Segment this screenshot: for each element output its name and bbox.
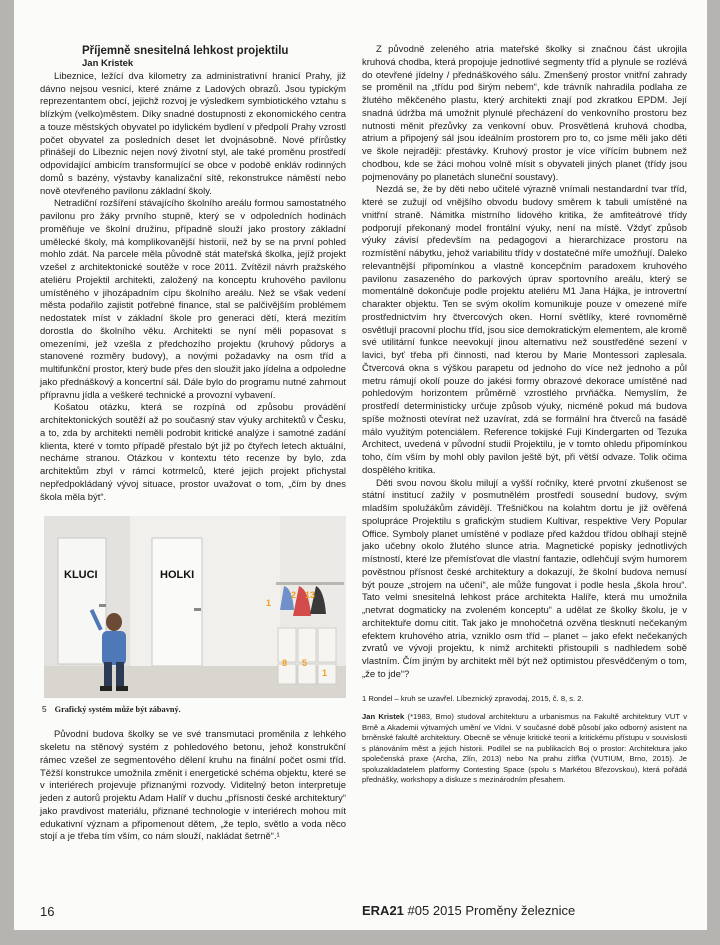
page-number: 16: [40, 904, 55, 919]
photo-number: 1: [266, 598, 272, 609]
article-title: Příjemně snesitelná lehkost projektilu: [82, 45, 289, 57]
paragraph: Původní budova školky se ve své transmutaci proměnila z lehkého skeletu na stěnový systém z pohledového betonu, jehož konstrukční rámec vzešel ze segmentového dělení kruhu na finální počet osmi tříd. Těžší konstrukce umožnila změnit i energetické schéma objektu, které se v interiérech projevuje přiznanými rozvody. Viditelný beton interpretuje jeden z autorů projektu Adam Halíř v duchu „přísnosti české architektury“ jako pravdivost materiálu, přiznané technologie v interiérech mohou mít edukativní význam a připomenout dětem, „že teplo, světlo a voda něco stojí a je třeba tím vším, co nám slouží, nakládat šetrně“.¹: [40, 729, 346, 843]
school-corridor-photo: [44, 516, 346, 698]
paragraph: Libeznice, ležící dva kilometry za administrativní hranicí Prahy, již dávno nejsou vesnicí, které známe z Ladových obrazů. Jsou typickým reprezentantem obcí, jejichž rozvoj je výsledkem symbiotického vztahu s blízkým (velko)městem. Díky snadné dostupnosti z ekonomického centra a touze městských obyvatel po idylickém bydlení v předpolí Prahy vzrostl počet obyvatel za posledních deset let dvojnásobně. Nové přírůstky přinášejí do Líbeznic nejen nový životní styl, ale také proměnu prostředí odpovídající ambicím transformující se obce v podobě enkláv rodinných domů s bazény, výstavby kanalizační sítě, rekonstrukce náměstí nebo nově otevřeného pavilonu základní školy.: [40, 70, 346, 197]
paragraph: Netradiční rozšíření stávajícího školního areálu formou samostatného pavilonu pro žáky prvního stupně, který se v odpoledních hodinách proměňuje ve školní družinu, případně slouží jako prostory základní umělecké školy, má komplikovanější historii, než by se na první pohled mohlo zdát. Na parcele měla původně stát mateřská školka, jejíž projekt vzešel z architektonické soutěže v roce 2011. Zvítězil návrh pražského ateliéru Projektil architekti, založený na konceptu kruhového pavilonu umístěného v jihozápadním cípu školního areálu. Než se však vedení města podařilo zajistit potřebné finance, stal se palčivějším problémem nedostatek míst v základní škole pro generaci dětí, která mezitím dorostla do školního věku. Architekti se nyní měli popasovat s omezeními, jež vzešla z předchozího projektu (kruhový půdorys a stanovené rozměry budovy), a novými požadavky na osm tříd a multifunkční prostor, který bude přes den sloužit jako jídelna a odpoledne jako přednáškový a koncertní sál. Dále bylo do programu nutné zahrnout přípravnu jídla a veškeré technické a provozní vybavení.: [40, 198, 346, 401]
photo-number: 13: [305, 590, 316, 601]
caption-number: 5: [42, 704, 47, 715]
door-sign-holki: HOLKI: [160, 569, 195, 582]
photo-illustration: [44, 516, 346, 698]
photo-caption: [42, 704, 346, 715]
magazine-name: ERA21: [362, 903, 404, 918]
door-sign-kluci: KLUCI: [64, 569, 98, 582]
bio-text: (*1983, Brno) studoval architekturu a urbanismus na Fakultě architektury VUT v Brně a Akademii výtvarných umění ve Vídni. V současné době působí jako odborný asistent na brněnské fakultě architektury. Obecně se věnuje kritické teorii a kritickému přístupu v souvislosti s plánováním měst a jejich historii. Podílel se na publikacích Boj o prostor: Architektura jako společenská praxe (Archa, Zlín, 2013) nebo Na prahu zítřka (VUTIUM, Brno, 2015). Je spoluzakladatelem platformy Contesting Space (spolu s Markétou Březovskou), která pořádá přednášky, workshopy a diskuze s mezinárodním přesahem.: [362, 712, 687, 784]
paragraph: Nezdá se, že by děti nebo učitelé výrazně vnímali nestandardní tvar tříd, které se zužují od vnějšího obvodu budovy směrem k tabuli umístěné na vnitřní straně. Námitka mistrního lidového kritika, že amfiteátrové třídy podporují překonaný model frontální výuky, není na místě. Vždyť způsob výuky závisí především na pedagogovi a hierarchizace prostoru na rozmístění nábytku, jehož variabilitu třídy v dostatečné míře umožňují. Daleko relevantnější připomínkou a vlastně koncepčním paradoxem kruhového pavilonu zasazeného do parkových úprav sportovního areálu, který se momentálně dokončuje podle projektu ateliéru M1 Jana Hájka, je introvertní charakter objektu. Ten se svým okolím komunikuje pouze v omezené míře prostřednictvím hry čtvercových oken. Horní světlíky, které rovnoměrně osvětlují pracovní plochu tříd, jsou sice demokratickým elementem, ale kromě své utilitární funkce neevokují jinou alternativu než soustředěné sezení v lavici, byť třeba při činnosti, nad kterou by Marie Montessori zaplesala. Čtvercová okna s výškou parapetu od jednoho do více než jednoho a půl metru rámují okolí pouze do jakési formy obrazové dekorace umístěné nad pohledovým horizontem průměrně vzrostlého prvňáčka. Nemyslím, že prostředí deterministicky určuje způsob výuky, nicméně pokud má budova spíše možnosti otevírat než uzavírat, zdá se formální hra čtverců na fasádě málo využitým potenciálem. Reference tokijské Fuji Kindergarten od Tezuka Architect, uvedená v původní studii Projektilu, je v tomto ohledu připomínkou toho, čím vším by mohl obly pavilon ještě být, při větší odvaze. Tolik očima dospělého kritika.: [362, 184, 687, 476]
bio-name: Jan Kristek: [362, 712, 405, 721]
article-author: Jan Kristek: [82, 58, 134, 69]
magazine-footer: [362, 903, 575, 918]
left-column: [40, 44, 346, 844]
paragraph: Z původně zeleného atria mateřské školky si značnou část ukrojila kruhová chodba, která propojuje jednotlivé segmenty tříd a plynule se rozlévá do otevřené jídelny / přednáškového sálu. Zmenšený prostor vnitřní zahrady se proměnil na „třídu pod širým nebem“, kde trávník nahradila podlaha ze žlutého měkčeného plastu, který architekti znají pod zkratkou EPDM. Její snadná údržba má umožnit plynulé přecházení do venkovního prostoru bez nutnosti měnit přezůvky za venkovní obuv. Prosvětlená kruhová chodba, atrium a připojený sál jsou ideálním prostorem pro to, co jsme měli jako děti ve škole nejraději: přestávky. Kruhový prostor je více vířícím bubnem než chodbou, kde se žáci mohou volně mísit s obyvateli jiných planet (třídy jsou pojmenovány po planetách sluneční soustavy).: [362, 44, 687, 183]
photo-number: 2: [291, 590, 297, 601]
footnotes: [362, 694, 687, 786]
right-column: [362, 44, 687, 786]
caption-text: Grafický systém může být zábavný.: [54, 705, 181, 715]
paragraph: Děti svou novou školu milují a vyšší ročníky, které prvotní zkušenost se státní institucí zažily v posmutnělém prostředí sousední budovy, svým mladším spolužákům závidějí. Třešničkou na kolahtm dortu je již ověřená spolupráce Projektilu s grafickým studiem Kultivar, respektive Very Popular Office. Symboly planet umístěné v podlaze před každou třídou oblhají stejně jako učebny okolo žlutého slunce atria. Magnetické popisky jednotlivých místností, které lze přemísťovat dle vlastní fantazie, odlehčují svým humorem pověstnou přísnost české architektury a dokazují, že školní budova nemusí být pouze „strojem na učení“, ale může fungovat i podle hesla „škola hrou“. Tato velmi snesitelná lehkost práce architekta Halíře, která mu umožnila „netvrat dogmaticky na zvoleném konceptu“ a udělat ze školky školu, je v architektuře domu citit. Tak jako je mnohočetná ozvěna tlesknutí nečekaným efektem kruhového atria, vzniklo osm tříd – planet – jako efekt nečekaných zvratů ve vývoji projektu, k nimž architekti přistoupili s nadhledem sobě vlastním. Čím jiným by architekt měl být než optimistou přesvědčeným o tom, „že to jde“?: [362, 477, 687, 680]
paragraph: Košatou otázku, která se rozpíná od způsobu provádění architektonických soutěží až po současný stav výuky architektů v Česku, a to, zda by architekti neměli podrobit kritické analýze i samotné zadání klienta, které v tomto případě přestalo být již po čtyřech letech aktuální, necháme stranou. Otázkou v kontextu této recenze by bylo, zda architektům zbyl v rámci kotrmelců, které jejich projekt přichystal nepředpokládaný vývoj situace, prostor uvažovat o tom, „čím by dnes škola měla být“.: [40, 402, 346, 503]
page: [14, 0, 707, 930]
photo-number: 8: [282, 658, 288, 669]
issue-info: #05 2015 Proměny železnice: [403, 903, 576, 918]
photo-number: 5: [302, 658, 308, 669]
photo-number: 1: [322, 668, 328, 679]
author-bio: [362, 712, 687, 786]
footnote: 1 Rondel – kruh se uzavřel. Líbeznický zpravodaj, 2015, č. 8, s. 2.: [362, 693, 584, 703]
